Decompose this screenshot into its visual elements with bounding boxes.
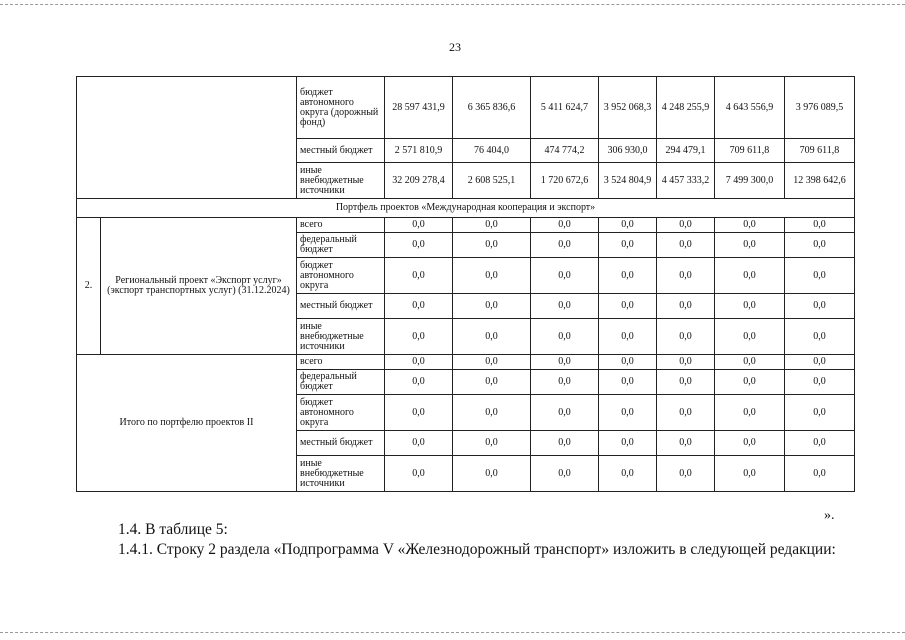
value-cell: 0,0 <box>785 294 855 319</box>
project-name: Региональный проект «Экспорт услуг» (экспорт транспортных услуг) (31.12.2024) <box>101 218 297 355</box>
value-cell: 0,0 <box>453 431 531 456</box>
source-label: бюджет автономного округа (дорожный фонд) <box>297 77 385 139</box>
value-cell: 0,0 <box>385 395 453 431</box>
value-cell: 0,0 <box>715 370 785 395</box>
closing-quote-mark: ». <box>824 508 835 523</box>
source-label: местный бюджет <box>297 294 385 319</box>
table-row <box>77 199 855 218</box>
source-label: бюджет автономного округа <box>297 395 385 431</box>
source-label: местный бюджет <box>297 431 385 456</box>
source-label: иные внебюджетные источники <box>297 456 385 492</box>
page-number: 23 <box>449 40 461 54</box>
value-cell: 32 209 278,4 <box>385 163 453 199</box>
value-cell: 0,0 <box>785 355 855 370</box>
table-row <box>77 355 855 370</box>
value-cell: 0,0 <box>599 431 657 456</box>
value-cell: 0,0 <box>657 395 715 431</box>
value-cell: 0,0 <box>531 218 599 233</box>
value-cell: 0,0 <box>531 233 599 258</box>
value-cell: 0,0 <box>531 370 599 395</box>
value-cell: 0,0 <box>657 431 715 456</box>
value-cell: 0,0 <box>785 370 855 395</box>
value-cell: 0,0 <box>785 233 855 258</box>
table-row <box>77 218 855 233</box>
value-cell: 0,0 <box>531 294 599 319</box>
source-label: федеральный бюджет <box>297 233 385 258</box>
source-label: иные внебюджетные источники <box>297 163 385 199</box>
value-cell: 306 930,0 <box>599 139 657 163</box>
value-cell: 76 404,0 <box>453 139 531 163</box>
value-cell: 0,0 <box>599 319 657 355</box>
value-cell: 0,0 <box>657 456 715 492</box>
value-cell: 0,0 <box>453 258 531 294</box>
value-cell: 0,0 <box>453 456 531 492</box>
value-cell: 0,0 <box>715 294 785 319</box>
note-line: 1.4. В таблице 5: <box>118 521 228 538</box>
value-cell: 0,0 <box>453 319 531 355</box>
value-cell: 0,0 <box>715 233 785 258</box>
value-cell: 0,0 <box>453 355 531 370</box>
value-cell: 0,0 <box>385 294 453 319</box>
bottom-scan-border <box>0 632 905 633</box>
value-cell: 3 524 804,9 <box>599 163 657 199</box>
source-label: федеральный бюджет <box>297 370 385 395</box>
value-cell: 0,0 <box>657 258 715 294</box>
value-cell: 0,0 <box>385 319 453 355</box>
value-cell: 0,0 <box>785 395 855 431</box>
value-cell: 0,0 <box>385 218 453 233</box>
value-cell: 294 479,1 <box>657 139 715 163</box>
budget-table <box>76 76 855 492</box>
value-cell: 0,0 <box>599 395 657 431</box>
amendment-notes <box>118 520 836 560</box>
value-cell: 709 611,8 <box>785 139 855 163</box>
source-label: всего <box>297 355 385 370</box>
value-cell: 28 597 431,9 <box>385 77 453 139</box>
value-cell: 0,0 <box>531 319 599 355</box>
value-cell: 0,0 <box>385 355 453 370</box>
value-cell: 0,0 <box>785 431 855 456</box>
value-cell: 0,0 <box>599 456 657 492</box>
value-cell: 0,0 <box>385 370 453 395</box>
value-cell: 0,0 <box>785 258 855 294</box>
value-cell: 0,0 <box>715 431 785 456</box>
value-cell: 2 608 525,1 <box>453 163 531 199</box>
value-cell: 3 976 089,5 <box>785 77 855 139</box>
source-label: бюджет автономного округа <box>297 258 385 294</box>
value-cell: 0,0 <box>785 319 855 355</box>
value-cell: 0,0 <box>599 355 657 370</box>
value-cell: 0,0 <box>531 431 599 456</box>
value-cell: 4 643 556,9 <box>715 77 785 139</box>
value-cell: 0,0 <box>453 395 531 431</box>
portfolio-total-label: Итого по портфелю проектов II <box>77 355 297 492</box>
value-cell: 474 774,2 <box>531 139 599 163</box>
note-line: 1.4.1. Строку 2 раздела «Подпрограмма V «Железнодорожный транспорт» изложить в следующей редакции: <box>118 541 836 558</box>
value-cell: 0,0 <box>715 258 785 294</box>
value-cell: 1 720 672,6 <box>531 163 599 199</box>
value-cell: 2 571 810,9 <box>385 139 453 163</box>
value-cell: 0,0 <box>715 319 785 355</box>
value-cell: 0,0 <box>657 355 715 370</box>
value-cell: 5 411 624,7 <box>531 77 599 139</box>
value-cell: 0,0 <box>715 395 785 431</box>
value-cell: 0,0 <box>785 456 855 492</box>
value-cell: 4 457 333,2 <box>657 163 715 199</box>
source-label: иные внебюджетные источники <box>297 319 385 355</box>
value-cell: 6 365 836,6 <box>453 77 531 139</box>
value-cell: 0,0 <box>453 218 531 233</box>
value-cell: 0,0 <box>657 370 715 395</box>
value-cell: 0,0 <box>599 218 657 233</box>
value-cell: 0,0 <box>385 431 453 456</box>
portfolio-title: Портфель проектов «Международная кооперация и экспорт» <box>77 199 855 218</box>
value-cell: 12 398 642,6 <box>785 163 855 199</box>
value-cell: 0,0 <box>599 370 657 395</box>
value-cell: 0,0 <box>599 233 657 258</box>
value-cell: 0,0 <box>531 395 599 431</box>
value-cell: 0,0 <box>453 294 531 319</box>
value-cell: 0,0 <box>385 456 453 492</box>
value-cell: 0,0 <box>599 294 657 319</box>
top-scan-border <box>0 4 905 5</box>
value-cell: 0,0 <box>385 233 453 258</box>
value-cell: 0,0 <box>715 456 785 492</box>
value-cell: 0,0 <box>385 258 453 294</box>
value-cell: 0,0 <box>453 233 531 258</box>
value-cell: 0,0 <box>657 319 715 355</box>
value-cell: 709 611,8 <box>715 139 785 163</box>
value-cell: 0,0 <box>715 218 785 233</box>
value-cell: 0,0 <box>531 355 599 370</box>
source-label: всего <box>297 218 385 233</box>
value-cell: 0,0 <box>657 218 715 233</box>
value-cell: 0,0 <box>715 355 785 370</box>
project-number: 2. <box>77 218 101 355</box>
table-row <box>77 77 855 139</box>
value-cell: 7 499 300,0 <box>715 163 785 199</box>
value-cell: 0,0 <box>657 233 715 258</box>
value-cell: 3 952 068,3 <box>599 77 657 139</box>
value-cell: 4 248 255,9 <box>657 77 715 139</box>
value-cell: 0,0 <box>531 258 599 294</box>
value-cell: 0,0 <box>785 218 855 233</box>
continued-project-cell <box>77 77 297 199</box>
value-cell: 0,0 <box>657 294 715 319</box>
value-cell: 0,0 <box>453 370 531 395</box>
source-label: местный бюджет <box>297 139 385 163</box>
value-cell: 0,0 <box>531 456 599 492</box>
value-cell: 0,0 <box>599 258 657 294</box>
